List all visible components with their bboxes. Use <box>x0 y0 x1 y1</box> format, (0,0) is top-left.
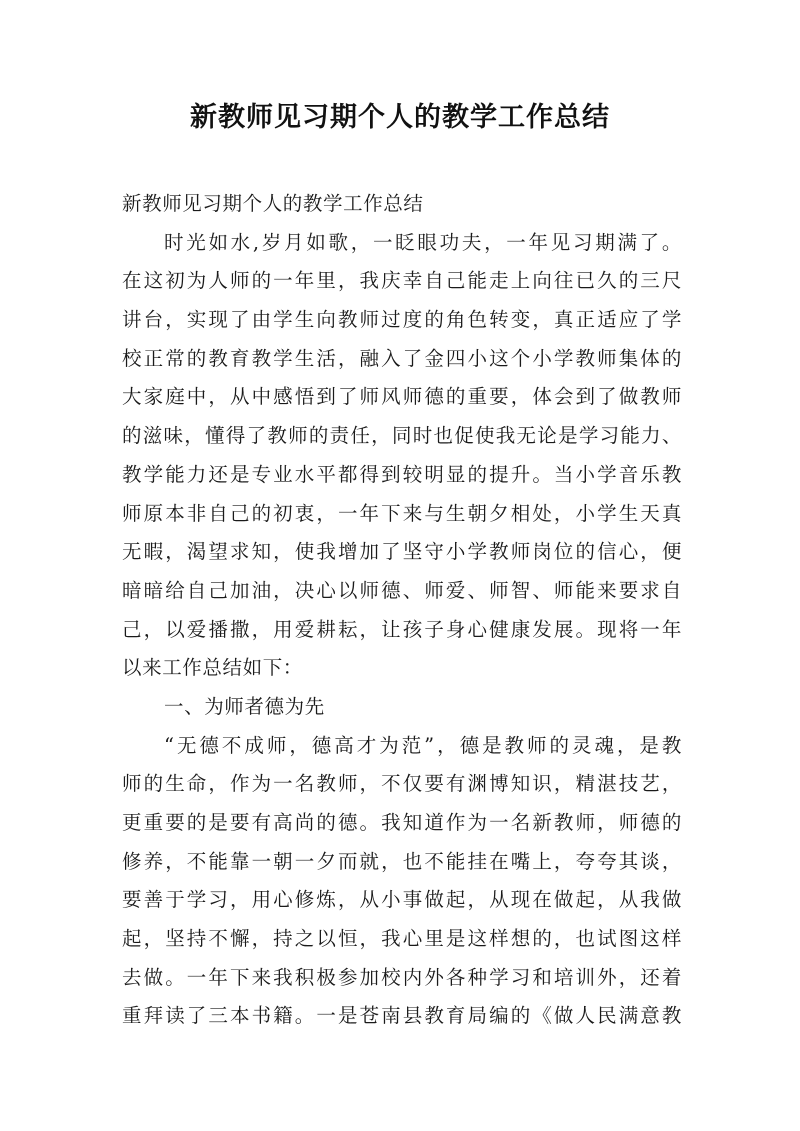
paragraph-line: 去做。一年下来我积极参加校内外各种学习和培训外，还着 <box>122 965 682 989</box>
body-subtitle-line: 新教师见习期个人的教学工作总结 <box>122 192 424 215</box>
paragraph-line: 师的生命，作为一名教师，不仅要有渊博知识，精湛技艺， <box>122 772 682 796</box>
paragraph-line: 大家庭中，从中感悟到了师风师德的重要，体会到了做教师 <box>122 385 682 409</box>
document-body <box>122 185 682 1036</box>
paragraph-line: 修养，不能靠一朝一夕而就，也不能挂在嘴上，夸夸其谈， <box>122 849 682 873</box>
paragraph-line: 的滋味，懂得了教师的责任，同时也促使我无论是学习能力、 <box>122 424 682 448</box>
section-heading: 一、为师者德为先 <box>164 694 325 718</box>
paragraph-line: 重拜读了三本书籍。一是苍南县教育局编的《做人民满意教 <box>122 1004 682 1028</box>
paragraph-line: 无暇，渴望求知，使我增加了坚守小学教师岗位的信心，便 <box>122 540 682 564</box>
paragraph-line: 暗暗给自己加油，决心以师德、师爱、师智、师能来要求自 <box>122 578 682 602</box>
paragraph-line: 在这初为人师的一年里，我庆幸自己能走上向往已久的三尺 <box>122 269 682 293</box>
paragraph-line: 师原本非自己的初衷，一年下来与生朝夕相处，小学生天真 <box>122 501 682 525</box>
paragraph-line: 时光如水,岁月如歌，一眨眼功夫，一年见习期满了。 <box>164 230 682 254</box>
paragraph-line: 教学能力还是专业水平都得到较明显的提升。当小学音乐教 <box>122 462 682 486</box>
paragraph-line: 己，以爱播撒，用爱耕耘，让孩子身心健康发展。现将一年 <box>122 617 682 641</box>
paragraph-line: 校正常的教育教学生活，融入了金四小这个小学教师集体的 <box>122 346 682 370</box>
paragraph-line: 更重要的是要有高尚的德。我知道作为一名新教师，师德的 <box>122 811 682 834</box>
paragraph-line: “无德不成师，德高才为范”，德是教师的灵魂，是教 <box>164 733 682 757</box>
document-title: 新教师见习期个人的教学工作总结 <box>190 102 610 133</box>
paragraph-line: 以来工作总结如下： <box>122 656 303 680</box>
paragraph-line: 要善于学习，用心修炼，从小事做起，从现在做起，从我做 <box>122 888 682 912</box>
paragraph-line: 起，坚持不懈，持之以恒，我心里是这样想的，也试图这样 <box>122 927 682 951</box>
paragraph-line: 讲台，实现了由学生向教师过度的角色转变，真正适应了学 <box>122 308 682 332</box>
